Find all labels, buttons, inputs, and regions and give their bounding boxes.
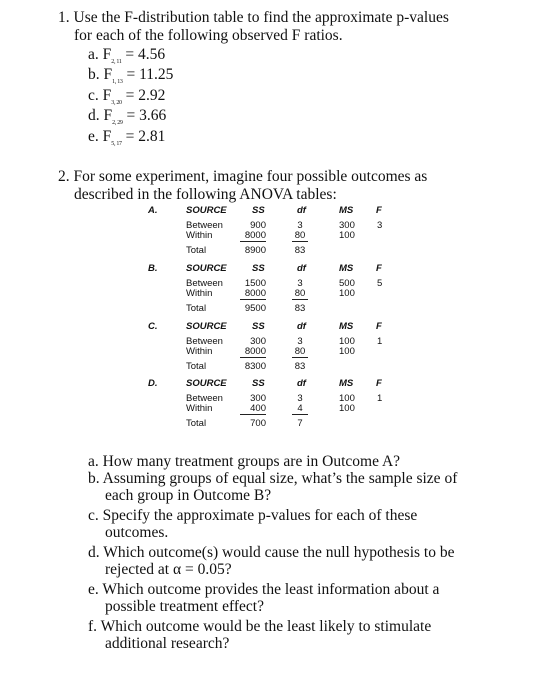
between-df: 3 <box>297 278 303 289</box>
f-value: 1 <box>377 336 383 347</box>
q1-item-c: c. $F_{3, 20} = 2.92$ <box>88 87 166 106</box>
row-total: Total <box>186 303 207 314</box>
total-df: 7 <box>297 418 303 429</box>
total-ss: 9500 <box>244 303 266 314</box>
q1-item-e: e. $F_{5, 17} = 2.81$ <box>88 128 166 147</box>
header-f: F <box>376 205 382 216</box>
table-label: C. <box>148 321 158 332</box>
anova-table-b <box>0 263 537 321</box>
header-df: df <box>297 378 306 389</box>
anova-table-d <box>0 378 537 436</box>
total-df: 83 <box>294 361 306 372</box>
between-df: 3 <box>297 393 303 404</box>
row-within: Within <box>186 403 213 414</box>
header-df: df <box>297 263 306 274</box>
q2-question-b: b. Assuming groups of equal size, what’s the sample size of <box>88 470 458 487</box>
q1-line1: 1. Use the F-distribution table to find the approximate p-values <box>58 9 449 26</box>
header-ms: MS <box>339 263 354 274</box>
header-ss: SS <box>252 378 265 389</box>
header-ss: SS <box>252 205 265 216</box>
total-ss: 8900 <box>244 245 266 256</box>
total-ss: 8300 <box>244 361 266 372</box>
q2-line1: 2. For some experiment, imagine four possible outcomes as <box>58 168 428 185</box>
f-value: 5 <box>377 278 383 289</box>
header-ss: SS <box>252 321 265 332</box>
within-ss: 8000 <box>240 230 266 242</box>
row-between: Between <box>186 393 223 404</box>
header-source: SOURCE <box>186 205 227 216</box>
total-ss: 700 <box>250 418 266 429</box>
header-df: df <box>297 321 306 332</box>
row-between: Between <box>186 336 223 347</box>
q2-line2: described in the following ANOVA tables: <box>74 186 337 203</box>
q1-item-d: d. $F_{2, 29} = 3.66$ <box>88 107 167 126</box>
q2-question-d: d. Which outcome(s) would cause the null hypothesis to be <box>88 544 455 561</box>
row-total: Total <box>186 245 207 256</box>
row-between: Between <box>186 278 223 289</box>
row-between: Between <box>186 220 223 231</box>
table-label: B. <box>148 263 158 274</box>
q2-question-f-cont: additional research? <box>105 635 230 652</box>
within-ms: 100 <box>339 288 355 299</box>
within-ms: 100 <box>339 346 355 357</box>
between-ms: 100 <box>339 336 355 347</box>
q2-question-c: c. Specify the approximate p-values for each of these <box>88 507 418 524</box>
between-df: 3 <box>297 336 303 347</box>
header-f: F <box>376 263 382 274</box>
total-df: 83 <box>294 245 306 256</box>
header-source: SOURCE <box>186 378 227 389</box>
f-value: 3 <box>377 220 383 231</box>
within-ms: 100 <box>339 230 355 241</box>
row-within: Within <box>186 288 213 299</box>
q2-question-e: e. Which outcome provides the least information about a <box>88 581 440 598</box>
q1-item-b: b. $F_{1, 13} = 11.25$ <box>88 66 174 85</box>
q1-item-a: a. $F_{2, 11} = 4.56$ <box>88 46 166 65</box>
header-ms: MS <box>339 321 354 332</box>
within-df: 80 <box>292 230 308 242</box>
q2-question-e-cont: possible treatment effect? <box>105 598 264 615</box>
between-ms: 500 <box>339 278 355 289</box>
anova-table-c <box>0 321 537 378</box>
between-ms: 100 <box>339 393 355 404</box>
f-value: 1 <box>377 393 383 404</box>
total-df: 83 <box>294 303 306 314</box>
anova-table-a <box>0 205 537 263</box>
between-ss: 1500 <box>244 278 266 289</box>
table-label: D. <box>148 378 158 389</box>
within-ss: 8000 <box>240 346 266 358</box>
q2-question-b-cont: each group in Outcome B? <box>105 487 272 504</box>
q2-question-a: a. How many treatment groups are in Outcome A? <box>88 453 401 470</box>
header-ss: SS <box>252 263 265 274</box>
row-within: Within <box>186 346 213 357</box>
between-ss: 300 <box>250 393 266 404</box>
q2-question-c-cont: outcomes. <box>105 524 169 541</box>
between-ms: 300 <box>339 220 355 231</box>
row-within: Within <box>186 230 213 241</box>
between-ss: 900 <box>250 220 266 231</box>
header-f: F <box>376 378 382 389</box>
header-source: SOURCE <box>186 321 227 332</box>
q2-question-f: f. Which outcome would be the least likely to stimulate <box>88 618 432 635</box>
header-ms: MS <box>339 378 354 389</box>
within-df: 80 <box>292 346 308 358</box>
within-ms: 100 <box>339 403 355 414</box>
header-f: F <box>376 321 382 332</box>
header-ms: MS <box>339 205 354 216</box>
between-ss: 300 <box>250 336 266 347</box>
within-ss: 8000 <box>240 288 266 300</box>
header-df: df <box>297 205 306 216</box>
q2-question-d-cont: rejected at α = 0.05? <box>105 561 232 578</box>
table-label: A. <box>148 205 158 216</box>
row-total: Total <box>186 418 207 429</box>
between-df: 3 <box>297 220 303 231</box>
within-ss: 400 <box>240 403 266 415</box>
row-total: Total <box>186 361 207 372</box>
within-df: 80 <box>292 288 308 300</box>
q1-line2: for each of the following observed F ratios. <box>74 27 343 44</box>
header-source: SOURCE <box>186 263 227 274</box>
within-df: 4 <box>292 403 308 415</box>
